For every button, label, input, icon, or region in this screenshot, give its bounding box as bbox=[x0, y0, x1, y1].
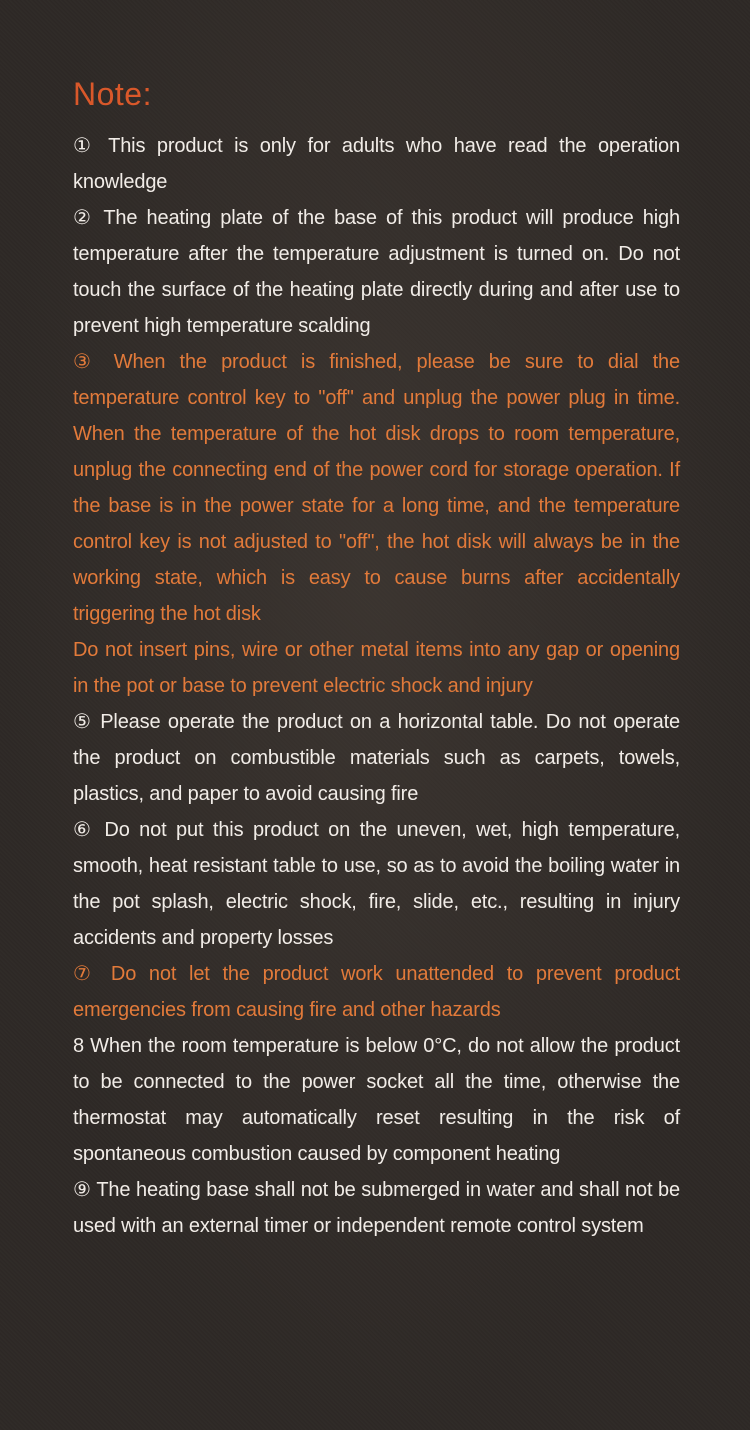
note-item-1: ① This product is only for adults who have read the operation knowledge bbox=[73, 135, 680, 193]
note-item-6: ⑥ Do not put this product on the uneven, wet, high temperature, smooth, heat resistant table to use, so as to avoid the boiling water in the pot splash, electric shock, fire, slide, etc., resulting in injury accidents and property losses bbox=[73, 819, 680, 949]
note-item-2: ② The heating plate of the base of this product will produce high temperature after the temperature adjustment is turned on. Do not touch the surface of the heating plate directly during and after use to prevent high temperature scalding bbox=[73, 207, 680, 337]
note-title: Note: bbox=[73, 76, 152, 112]
note-item-9: ⑨ The heating base shall not be submerged in water and shall not be used with an external timer or independent remote control system bbox=[73, 1179, 680, 1237]
note-item-3: ③ When the product is finished, please be sure to dial the temperature control key to "off" and unplug the power plug in time. When the temperature of the hot disk drops to room temperature, unplug the connecting end of the power cord for storage operation. If the base is in the power state for a long time, and the temperature control key is not adjusted to "off", the hot disk will always be in the working state, which is easy to cause burns after accidentally triggering the hot disk bbox=[73, 351, 680, 625]
note-item-5: ⑤ Please operate the product on a horizontal table. Do not operate the product on combustible materials such as carpets, towels, plastics, and paper to avoid causing fire bbox=[73, 711, 680, 805]
note-item-7: ⑦ Do not let the product work unattended to prevent product emergencies from causing fire and other hazards bbox=[73, 963, 680, 1021]
note-item-4: Do not insert pins, wire or other metal items into any gap or opening in the pot or base to prevent electric shock and injury bbox=[73, 639, 680, 697]
notes-list bbox=[73, 128, 680, 1244]
note-item-8: 8 When the room temperature is below 0°C, do not allow the product to be connected to the power socket all the time, otherwise the thermostat may automatically reset resulting in the risk of spontaneous combustion caused by component heating bbox=[73, 1035, 680, 1165]
